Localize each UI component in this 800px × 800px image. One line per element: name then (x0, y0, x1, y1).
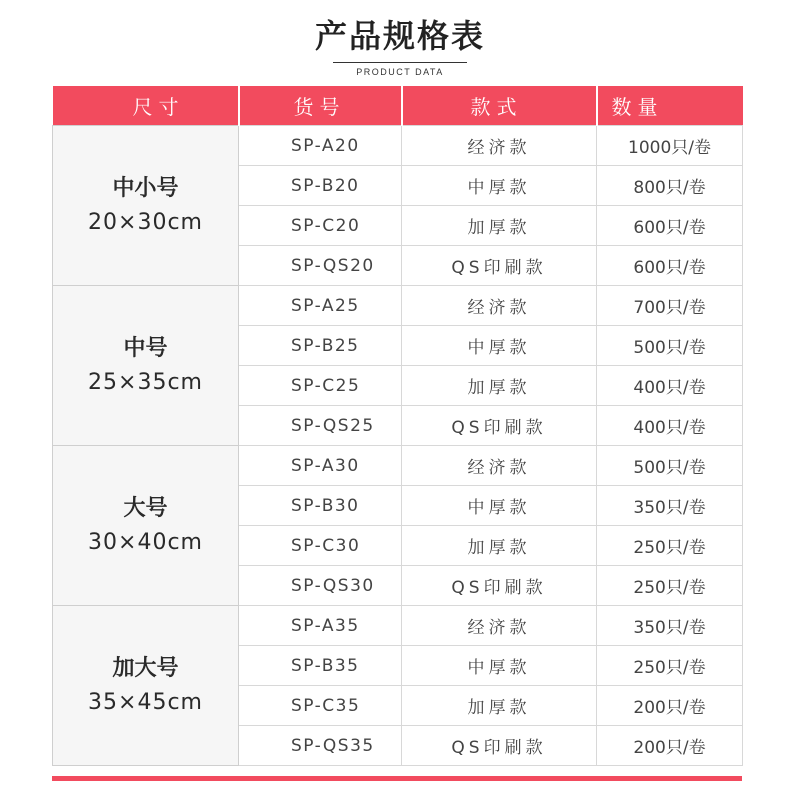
column-header-code: 货号 (239, 86, 402, 126)
product-code-cell: SP-C35 (239, 686, 402, 726)
size-dimensions: 30×40cm (88, 529, 203, 555)
style-cell: QS印刷款 (402, 566, 597, 606)
spec-table (52, 86, 743, 766)
size-cell (53, 606, 239, 766)
quantity-cell: 350只/卷 (597, 486, 743, 526)
table-row (53, 606, 743, 646)
style-cell: 加厚款 (402, 526, 597, 566)
product-code-cell: SP-C25 (239, 366, 402, 406)
quantity-cell: 250只/卷 (597, 646, 743, 686)
style-cell: 加厚款 (402, 206, 597, 246)
page-header (0, 0, 800, 86)
product-code-cell: SP-QS30 (239, 566, 402, 606)
quantity-cell: 700只/卷 (597, 286, 743, 326)
product-code-cell: SP-B30 (239, 486, 402, 526)
quantity-cell: 400只/卷 (597, 366, 743, 406)
product-code-cell: SP-C20 (239, 206, 402, 246)
table-row (53, 286, 743, 326)
product-code-cell: SP-QS20 (239, 246, 402, 286)
column-header-quantity: 数量 (597, 86, 743, 126)
size-cell (53, 126, 239, 286)
style-cell: QS印刷款 (402, 406, 597, 446)
column-header-size: 尺寸 (53, 86, 239, 126)
style-cell: 经济款 (402, 606, 597, 646)
quantity-cell: 1000只/卷 (597, 126, 743, 166)
style-cell: 中厚款 (402, 166, 597, 206)
product-code-cell: SP-A35 (239, 606, 402, 646)
quantity-cell: 800只/卷 (597, 166, 743, 206)
style-cell: 加厚款 (402, 366, 597, 406)
style-cell: 经济款 (402, 286, 597, 326)
style-cell: 经济款 (402, 126, 597, 166)
quantity-cell: 600只/卷 (597, 246, 743, 286)
table-row (53, 446, 743, 486)
size-name: 中号 (123, 335, 168, 361)
style-cell: 中厚款 (402, 646, 597, 686)
size-name: 中小号 (112, 175, 179, 201)
size-name: 大号 (123, 495, 168, 521)
product-code-cell: SP-B35 (239, 646, 402, 686)
product-code-cell: SP-A25 (239, 286, 402, 326)
quantity-cell: 200只/卷 (597, 686, 743, 726)
size-dimensions: 20×30cm (88, 209, 203, 235)
column-header-style: 款式 (402, 86, 597, 126)
product-code-cell: SP-QS35 (239, 726, 402, 766)
bottom-accent-bar (52, 776, 742, 781)
style-cell: 经济款 (402, 446, 597, 486)
style-cell: QS印刷款 (402, 726, 597, 766)
quantity-cell: 500只/卷 (597, 326, 743, 366)
product-code-cell: SP-B25 (239, 326, 402, 366)
style-cell: QS印刷款 (402, 246, 597, 286)
size-dimensions: 35×45cm (88, 689, 203, 715)
quantity-cell: 250只/卷 (597, 566, 743, 606)
style-cell: 加厚款 (402, 686, 597, 726)
style-cell: 中厚款 (402, 486, 597, 526)
title-divider (333, 62, 467, 63)
product-code-cell: SP-B20 (239, 166, 402, 206)
quantity-cell: 350只/卷 (597, 606, 743, 646)
table-header-row (53, 86, 743, 126)
table-body (53, 126, 743, 766)
size-name: 加大号 (112, 655, 179, 681)
table-row (53, 126, 743, 166)
style-cell: 中厚款 (402, 326, 597, 366)
product-code-cell: SP-A30 (239, 446, 402, 486)
quantity-cell: 500只/卷 (597, 446, 743, 486)
page-subtitle: PRODUCT DATA (356, 67, 444, 77)
size-dimensions: 25×35cm (88, 369, 203, 395)
quantity-cell: 600只/卷 (597, 206, 743, 246)
size-cell (53, 286, 239, 446)
size-cell (53, 446, 239, 606)
product-code-cell: SP-QS25 (239, 406, 402, 446)
quantity-cell: 400只/卷 (597, 406, 743, 446)
quantity-cell: 200只/卷 (597, 726, 743, 766)
product-code-cell: SP-A20 (239, 126, 402, 166)
product-code-cell: SP-C30 (239, 526, 402, 566)
quantity-cell: 250只/卷 (597, 526, 743, 566)
page-title: 产品规格表 (314, 17, 485, 55)
